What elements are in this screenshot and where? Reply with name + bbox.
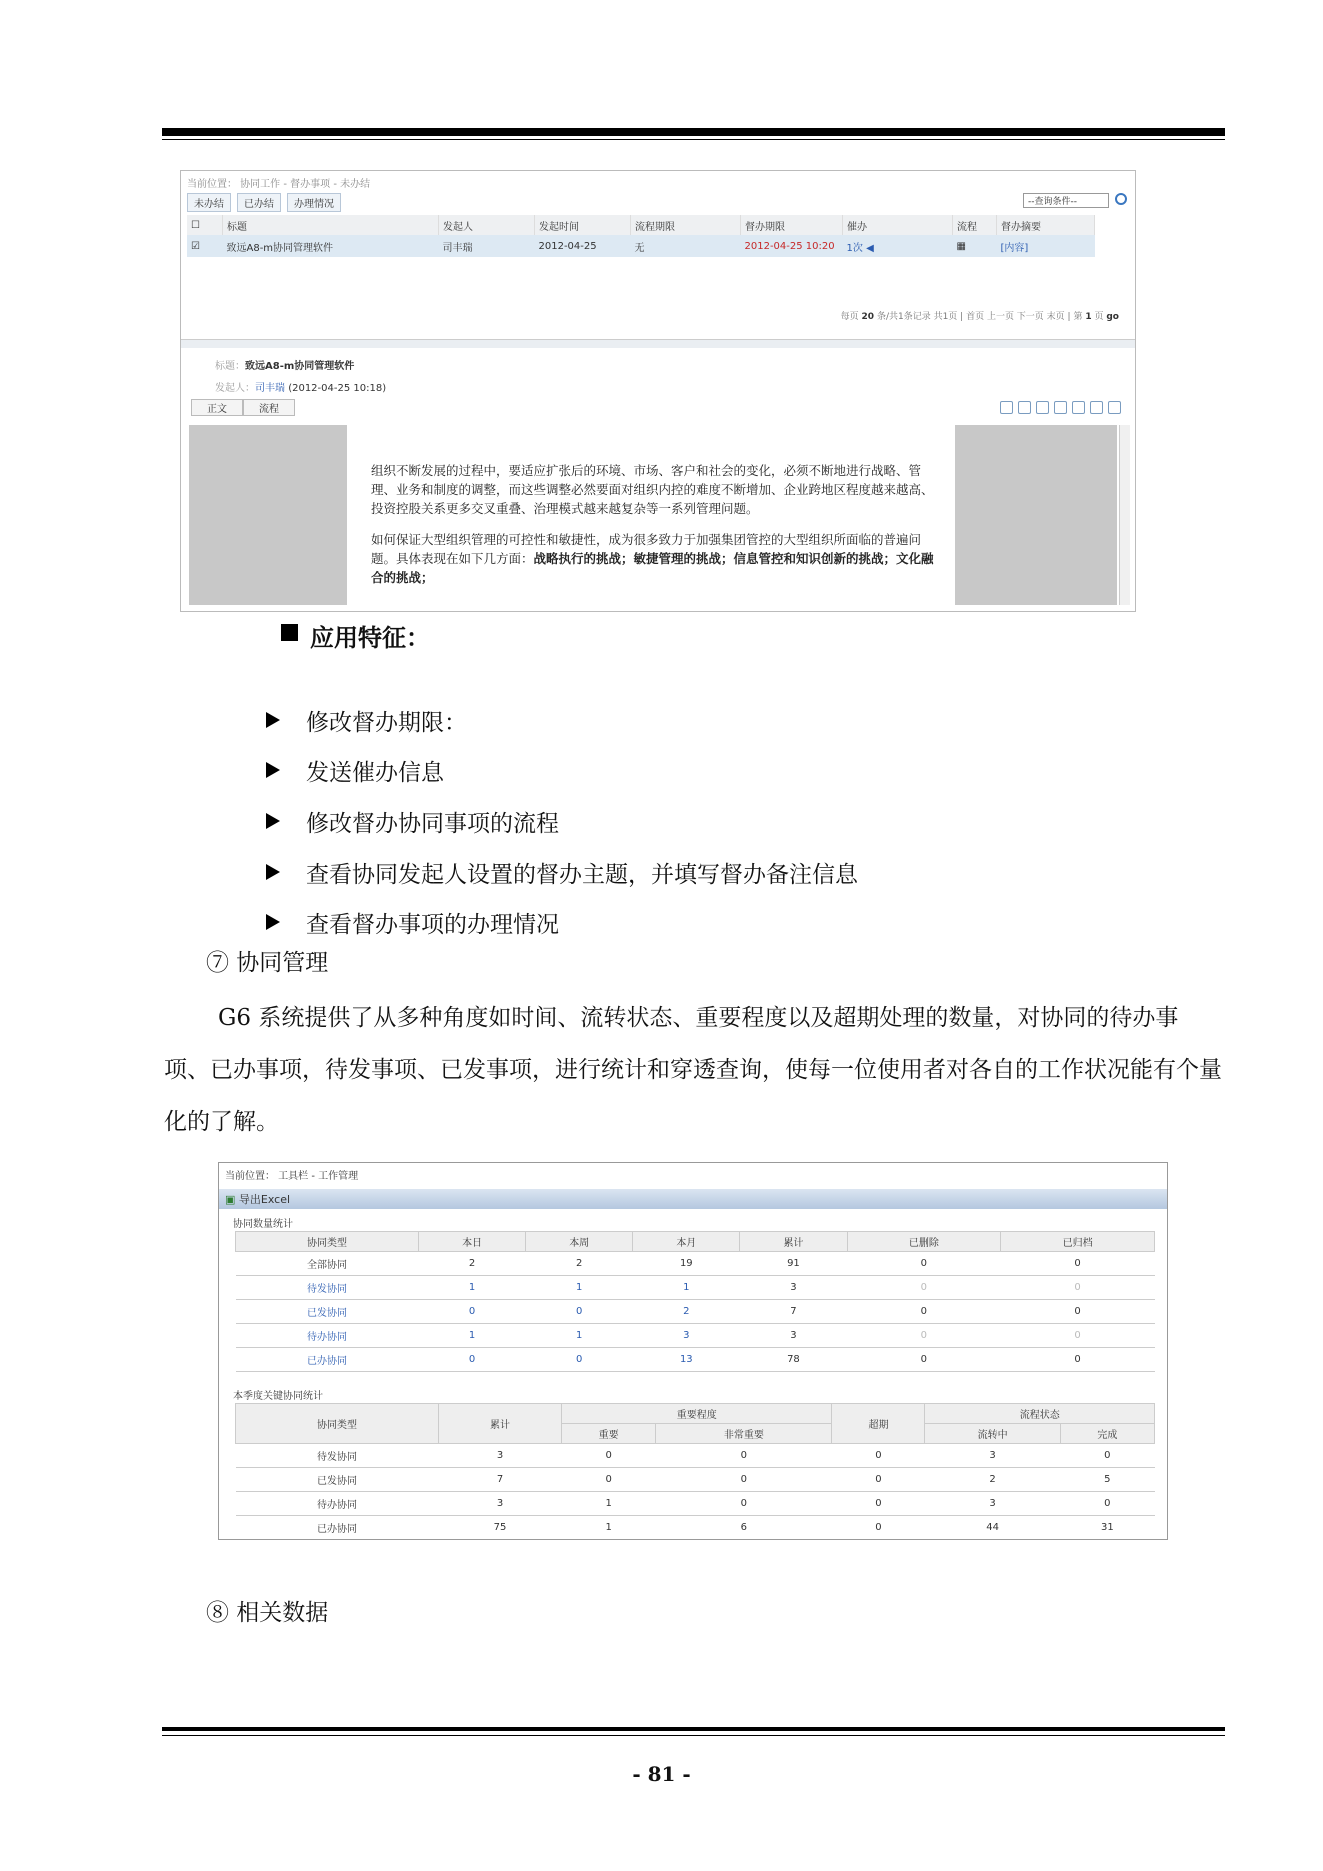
cell-link[interactable]: 0 <box>526 1300 633 1324</box>
column-header: 协同类型 <box>236 1404 439 1444</box>
cell: 0 <box>656 1492 832 1516</box>
cell: 0 <box>847 1300 1001 1324</box>
cell: 2 <box>526 1252 633 1276</box>
row-sender: 司丰瑞 <box>439 235 535 257</box>
cell: 3 <box>925 1492 1060 1516</box>
cell: 0 <box>832 1444 925 1468</box>
feature-item: 修改督办期限： <box>306 710 467 736</box>
cell: 0 <box>847 1348 1001 1372</box>
action-icons <box>1000 401 1121 414</box>
supervision-screenshot <box>180 170 1136 612</box>
cell: 0 <box>847 1324 1001 1348</box>
arrow-bullet-icon <box>266 813 280 829</box>
feature-item: 查看协同发起人设置的督办主题，并填写督办备注信息 <box>306 862 858 888</box>
arrow-bullet-icon <box>266 914 280 930</box>
table-row <box>236 1348 1155 1372</box>
refresh-icon[interactable] <box>1108 401 1121 414</box>
cell: 7 <box>439 1468 562 1492</box>
cell: 0 <box>847 1252 1001 1276</box>
column-header[interactable]: 催办 <box>843 215 953 235</box>
cell: 0 <box>656 1444 832 1468</box>
type-cell: 已办协同 <box>236 1516 439 1540</box>
search-icon[interactable] <box>1018 401 1031 414</box>
section-heading: ⑦ 协同管理 <box>206 950 329 976</box>
tab-body[interactable]: 正文 <box>191 399 243 416</box>
page-number: - 81 - <box>632 1762 691 1786</box>
column-header: 本月 <box>633 1232 740 1252</box>
feature-item: 发送催办信息 <box>306 760 444 786</box>
save-icon[interactable] <box>1054 401 1067 414</box>
cell: 91 <box>740 1252 847 1276</box>
cell-link[interactable]: 13 <box>633 1348 740 1372</box>
column-header: 非常重要 <box>656 1424 832 1444</box>
detail-tabs <box>191 399 295 416</box>
body-paragraph <box>164 992 1224 1148</box>
table-title: 协同数量统计 <box>233 1219 293 1230</box>
cell: 6 <box>656 1516 832 1540</box>
type-link[interactable]: 已办协同 <box>236 1348 419 1372</box>
work-management-screenshot <box>218 1162 1168 1540</box>
header-rule-thin <box>162 139 1225 140</box>
doc-margin-left <box>189 425 347 605</box>
cell: 2 <box>925 1468 1060 1492</box>
footer-rule <box>162 1727 1225 1731</box>
export-excel-button[interactable] <box>225 1191 290 1207</box>
doc-text: 如何保证大型组织管理的可控性和敏捷性，成为很多致力于加强集团管控的大型组织所面临的普遍问题。具体表现在如下几方面： <box>371 532 922 566</box>
paragraph-text: G6 系统提供了从多种角度如时间、流转状态、重要程度以及超期处理的数量，对协同的待办事项、已办事项，待发事项、已发事项，进行统计和穿透查询，使每一位使用者对各自的工作状况能有个量化的了解。 <box>164 1005 1222 1135</box>
row-deadline: 2012-04-25 10:20 <box>741 235 843 257</box>
breadcrumb: 当前位置： 协同工作 - 督办事项 - 未办结 <box>187 179 371 190</box>
column-header[interactable]: 督办摘要 <box>997 215 1095 235</box>
detail-time: (2012-04-25 10:18) <box>288 383 387 394</box>
cell-link[interactable]: 1 <box>419 1276 526 1300</box>
cell-link[interactable]: 2 <box>633 1300 740 1324</box>
column-header: 已删除 <box>847 1232 1001 1252</box>
quarter-stats-table <box>235 1403 1155 1540</box>
cell: 1 <box>562 1492 656 1516</box>
doc-paragraph <box>371 530 941 587</box>
square-bullet-icon <box>281 624 298 641</box>
cell: 0 <box>1060 1444 1154 1468</box>
detail-sender-value[interactable]: 司丰瑞 <box>255 383 285 394</box>
table-row <box>236 1276 1155 1300</box>
table-row[interactable] <box>187 235 1095 257</box>
supervision-table <box>187 215 1095 257</box>
row-start: 2012-04-25 <box>535 235 631 257</box>
cell: 0 <box>1001 1324 1155 1348</box>
table-row <box>236 1324 1155 1348</box>
pager-label: 每页 <box>840 312 859 322</box>
detail-title-label: 标题： <box>215 361 245 372</box>
column-header: 本日 <box>419 1232 526 1252</box>
column-header: 超期 <box>832 1404 925 1444</box>
doc-paragraph: 组织不断发展的过程中，要适应扩张后的环境、市场、客户和社会的变化，必须不断地进行战略、管理、业务和制度的调整，而这些调整必然要面对组织内控的难度不断增加、企业跨地区程度越来越高、投资控股关系更多交叉重叠、治理模式越来越复杂等一系列管理问题。 <box>371 463 934 516</box>
cell: 2 <box>419 1252 526 1276</box>
page-unit: 页 <box>1094 312 1104 322</box>
excel-icon: ▣ <box>225 1193 236 1206</box>
cell: 0 <box>562 1444 656 1468</box>
section-heading: ⑧ 相关数据 <box>206 1600 329 1626</box>
table-row <box>236 1252 1155 1276</box>
column-header: 重要程度 <box>562 1404 832 1424</box>
column-header[interactable]: 流程 <box>953 215 997 235</box>
table-row <box>236 1300 1155 1324</box>
row-limit: 无 <box>631 235 741 257</box>
detail-title <box>215 357 354 372</box>
cell-link[interactable]: 0 <box>419 1300 526 1324</box>
column-header: 重要 <box>562 1424 656 1444</box>
header-rule <box>162 128 1225 136</box>
cell-link[interactable]: 0 <box>526 1348 633 1372</box>
type-link[interactable]: 待办协同 <box>236 1324 419 1348</box>
pager-info: 条/共1条记录 共1页 <box>876 312 958 322</box>
query-select[interactable]: --查询条件-- <box>1023 193 1109 208</box>
column-header: 已归档 <box>1001 1232 1155 1252</box>
column-header[interactable]: 督办期限 <box>741 215 843 235</box>
table-row <box>236 1444 1155 1468</box>
speaker-icon[interactable]: ◀︎ <box>866 242 874 254</box>
scrollbar[interactable] <box>1119 425 1130 605</box>
select-all-checkbox[interactable]: ☐ <box>187 215 223 235</box>
breadcrumb: 当前位置： 工具栏 - 工作管理 <box>225 1171 359 1182</box>
arrow-bullet-icon <box>266 712 280 728</box>
cell: 0 <box>1001 1348 1155 1372</box>
cell: 0 <box>562 1468 656 1492</box>
cell-link[interactable]: 0 <box>419 1348 526 1372</box>
column-header[interactable]: 发起人 <box>439 215 535 235</box>
count-stats-table <box>235 1231 1155 1372</box>
table-title: 本季度关键协同统计 <box>233 1391 323 1402</box>
cell-link[interactable]: 1 <box>419 1324 526 1348</box>
eye-icon[interactable] <box>1000 401 1013 414</box>
column-header: 流转中 <box>925 1424 1060 1444</box>
row-summary[interactable]: [内容] <box>997 235 1095 257</box>
tab-flow[interactable]: 流程 <box>243 399 295 416</box>
cell: 0 <box>1060 1492 1154 1516</box>
cell: 0 <box>832 1492 925 1516</box>
export-label: 导出Excel <box>238 1193 291 1206</box>
feature-heading: 应用特征： <box>310 623 430 652</box>
cell-link[interactable]: 1 <box>526 1276 633 1300</box>
type-cell: 已发协同 <box>236 1468 439 1492</box>
toolbar <box>187 193 341 212</box>
cell: 0 <box>656 1468 832 1492</box>
page-label: 第 <box>1073 312 1083 322</box>
feature-item: 修改督办协同事项的流程 <box>306 811 559 837</box>
cell-link[interactable]: 1 <box>526 1324 633 1348</box>
search-icon[interactable] <box>1115 193 1127 205</box>
row-checkbox[interactable]: ☑ <box>187 235 223 257</box>
cell: 1 <box>562 1516 656 1540</box>
type-link[interactable]: 待发协同 <box>236 1276 419 1300</box>
detail-sender <box>215 379 386 394</box>
type-link[interactable]: 已发协同 <box>236 1300 419 1324</box>
cell: 0 <box>832 1468 925 1492</box>
type-cell: 全部协同 <box>236 1252 419 1276</box>
cell-link[interactable]: 3 <box>633 1324 740 1348</box>
column-header[interactable]: 标题 <box>223 215 439 235</box>
pager: 每页 20 条/共1条记录 共1页 | 首页 上一页 下一页 末页 | 第 1 页 go <box>840 312 1119 322</box>
row-urge[interactable] <box>843 235 953 257</box>
flow-icon[interactable]: ▦ <box>953 235 997 257</box>
cell: 78 <box>740 1348 847 1372</box>
doc-bold-text: 战略执行的挑战；敏捷管理的挑战；信息管控和知识创新的挑战；文化融合的挑战； <box>371 551 934 585</box>
column-header: 协同类型 <box>236 1232 419 1252</box>
splitter-bar[interactable] <box>181 339 1135 348</box>
cell: 0 <box>1001 1252 1155 1276</box>
type-cell: 待发协同 <box>236 1444 439 1468</box>
arrow-bullet-icon <box>266 864 280 880</box>
table-row <box>236 1492 1155 1516</box>
cell: 3 <box>925 1444 1060 1468</box>
pager-nav[interactable]: 首页 上一页 下一页 末页 <box>966 312 1065 322</box>
toolbar <box>219 1189 1167 1209</box>
table-row <box>236 1468 1155 1492</box>
attach-icon[interactable] <box>1072 401 1085 414</box>
column-header: 流程状态 <box>925 1404 1155 1424</box>
cell: 7 <box>740 1300 847 1324</box>
cell: 0 <box>1001 1276 1155 1300</box>
row-title[interactable]: 致远A8-m协同管理软件 <box>223 235 439 257</box>
detail-sender-label: 发起人： <box>215 383 255 394</box>
column-header: 完成 <box>1060 1424 1154 1444</box>
cell: 5 <box>1060 1468 1154 1492</box>
column-header: 本周 <box>526 1232 633 1252</box>
page-input[interactable]: 1 <box>1085 312 1092 322</box>
column-header: 累计 <box>439 1404 562 1444</box>
unfinished-button[interactable]: 未办结 <box>187 193 231 212</box>
arrow-bullet-icon <box>266 762 280 778</box>
go-button[interactable]: go <box>1106 312 1119 322</box>
page-size[interactable]: 20 <box>861 312 875 322</box>
cell-link[interactable]: 1 <box>633 1276 740 1300</box>
detail-title-value: 致远A8-m协同管理软件 <box>245 361 355 372</box>
cell: 44 <box>925 1516 1060 1540</box>
footer-rule-thin <box>162 1735 1225 1736</box>
cell: 75 <box>439 1516 562 1540</box>
column-header[interactable]: 发起时间 <box>535 215 631 235</box>
cell: 3 <box>740 1324 847 1348</box>
cell: 0 <box>1001 1300 1155 1324</box>
table-row <box>236 1516 1155 1540</box>
cell: 3 <box>439 1492 562 1516</box>
handling-status-button[interactable]: 办理情况 <box>287 193 341 212</box>
column-header[interactable]: 流程期限 <box>631 215 741 235</box>
cell: 0 <box>832 1516 925 1540</box>
cell: 19 <box>633 1252 740 1276</box>
document-body <box>371 461 941 599</box>
urge-count[interactable]: 1次 <box>846 242 863 254</box>
print-icon[interactable] <box>1036 401 1049 414</box>
grid-icon[interactable] <box>1090 401 1103 414</box>
type-cell: 待办协同 <box>236 1492 439 1516</box>
cell: 3 <box>439 1444 562 1468</box>
doc-margin-right <box>955 425 1117 605</box>
finished-button[interactable]: 已办结 <box>237 193 281 212</box>
column-header: 累计 <box>740 1232 847 1252</box>
cell: 0 <box>847 1276 1001 1300</box>
cell: 3 <box>740 1276 847 1300</box>
cell: 31 <box>1060 1516 1154 1540</box>
feature-item: 查看督办事项的办理情况 <box>306 912 559 938</box>
